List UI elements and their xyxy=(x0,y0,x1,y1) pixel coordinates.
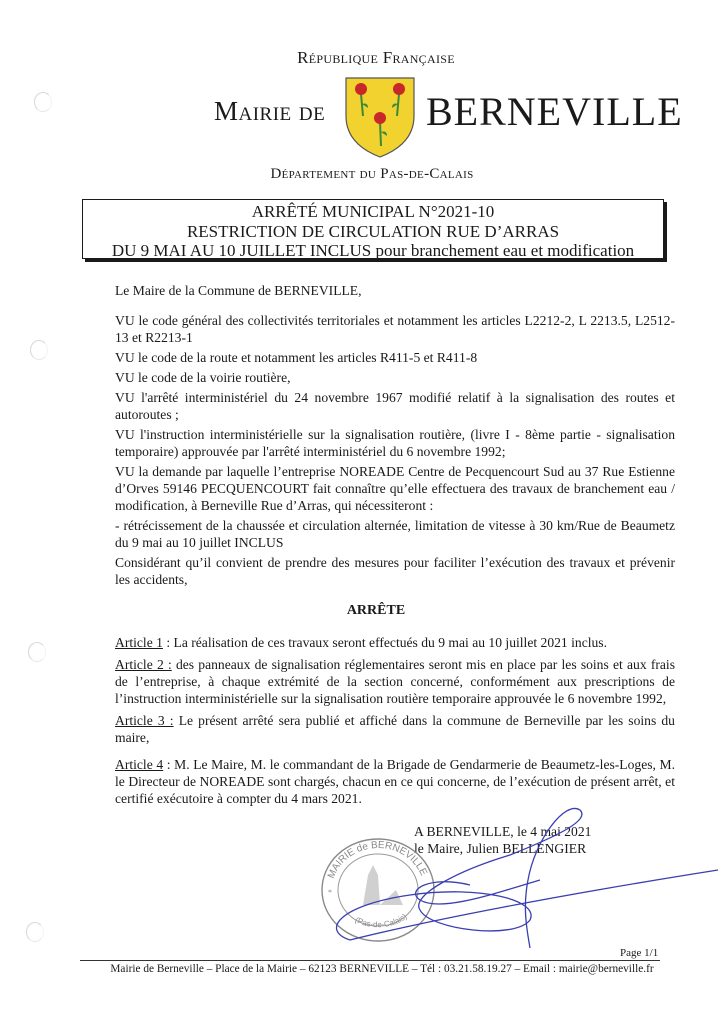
footer-divider xyxy=(80,960,660,961)
visa-paragraph: VU le code général des collectivités territoriales et notamment les articles L2212-2, L 2213.5, L2512-13 et R2213-1 xyxy=(115,313,675,345)
svg-text:(Pas-de-Calais): (Pas-de-Calais) xyxy=(353,912,409,930)
visa-paragraph: VU le code de la route et notamment les articles R411-5 et R411-8 xyxy=(115,350,478,365)
footer-contact: Mairie de Berneville – Place de la Mairie – 62123 BERNEVILLE – Tél : 03.21.58.19.27 – Email : mairie@berneville.fr xyxy=(110,963,654,975)
mairie-de-label: Mairie de xyxy=(214,96,326,126)
article-text: M. Le Maire, M. le commandant de la Brigade de Gendarmerie de Beaumetz-les-Loges, M. le Directeur de NOREADE sont chargés, chacun en ce qui concerne, de l’exécution de présent arrêt, et certifié exécutoire à compter du 4 mars 2021. xyxy=(115,757,675,806)
signatory-name: le Maire, Julien BELLENGIER xyxy=(414,841,587,856)
svg-text:MAIRIE de BERNEVILLE: MAIRIE de BERNEVILLE xyxy=(325,839,429,881)
article-text: des panneaux de signalisation réglementaires seront mis en place par les soins et aux frais de l’entreprise, à chaque extrémité de la section concerné, conformément aux prescriptions de l’instruction interministérielle sur la signalisation routière temporaire approuvée le 6 novembre 1992, xyxy=(115,657,675,706)
article-2 xyxy=(115,656,675,707)
arrete-heading: ARRÊTE xyxy=(346,603,406,618)
page-number: Page 1/1 xyxy=(620,947,659,959)
preamble-intro xyxy=(115,282,675,299)
arrete-period-purpose: pour branchement eau et modification xyxy=(371,241,635,260)
departement-heading: Département du Pas-de-Calais xyxy=(270,166,474,182)
arrete-subject: RESTRICTION DE CIRCULATION RUE D’ARRAS xyxy=(186,221,560,241)
republique-francaise-heading: République Française xyxy=(297,48,455,67)
article-separator: : xyxy=(163,757,175,772)
visa-paragraph: VU la demande par laquelle l’entreprise NOREADE Centre de Pecquencourt Sud au 37 Rue Estienne d’Orves 59146 PECQUENCOURT fait connaître qu’elle effectuera des travaux de branchement eau / modification, à Berneville Rue d’Arras, qui nécessiteront : xyxy=(115,464,675,513)
article-label: Article 1 xyxy=(115,635,163,650)
handwritten-signature xyxy=(310,800,720,950)
arrete-period xyxy=(83,241,663,261)
punch-hole-mark xyxy=(26,922,44,942)
article-1 xyxy=(115,634,675,651)
coat-of-arms-icon xyxy=(340,72,420,160)
article-separator: : xyxy=(162,635,174,650)
arrete-number: ARRÊTÉ MUNICIPAL N°2021-10 xyxy=(251,202,495,221)
restriction-paragraph: - rétrécissement de la chaussée et circulation alternée, limitation de vitesse à 30 km/Rue de Beaumetz du 9 mai au 10 juillet INCLUS xyxy=(115,518,675,550)
punch-hole-mark xyxy=(30,340,48,360)
article-text: Le présent arrêté sera publié et affiché dans la commune de Berneville par les soins du maire, xyxy=(115,713,675,745)
arrete-title-box xyxy=(82,199,664,259)
visa-paragraph: VU le code de la voirie routière, xyxy=(115,370,291,385)
article-3 xyxy=(115,712,675,746)
signature-place-date: A BERNEVILLE, le 4 mai 2021 xyxy=(414,824,592,839)
punch-hole-mark xyxy=(28,642,46,662)
article-label: Article 4 xyxy=(115,757,164,772)
considerant-paragraph: Considérant qu’il convient de prendre des mesures pour faciliter l’exécution des travaux et prévenir les accidents, xyxy=(115,555,675,587)
intro-line: Le Maire de la Commune de BERNEVILLE, xyxy=(115,283,362,298)
arrete-period-dates: DU 9 MAI AU 10 JUILLET INCLUS xyxy=(111,241,372,260)
visa-paragraph: VU l'arrêté interministériel du 24 novembre 1967 modifié relatif à la signalisation des routes et autoroutes ; xyxy=(115,390,675,422)
punch-hole-mark xyxy=(34,92,52,112)
article-label: Article 2 : xyxy=(115,657,172,672)
article-text: La réalisation de ces travaux seront effectués du 9 mai au 10 juillet 2021 inclus. xyxy=(173,635,607,650)
svg-text:*: * xyxy=(328,888,332,897)
article-label: Article 3 : xyxy=(115,713,174,728)
preamble-visas xyxy=(115,312,675,588)
commune-name: BERNEVILLE xyxy=(426,89,683,134)
visa-paragraph: VU l'instruction interministérielle sur la signalisation routière, (livre I - 8ème partie - signalisation temporaire) approuvée par l'arrêté interministériel du 6 novembre 1992; xyxy=(115,427,675,459)
